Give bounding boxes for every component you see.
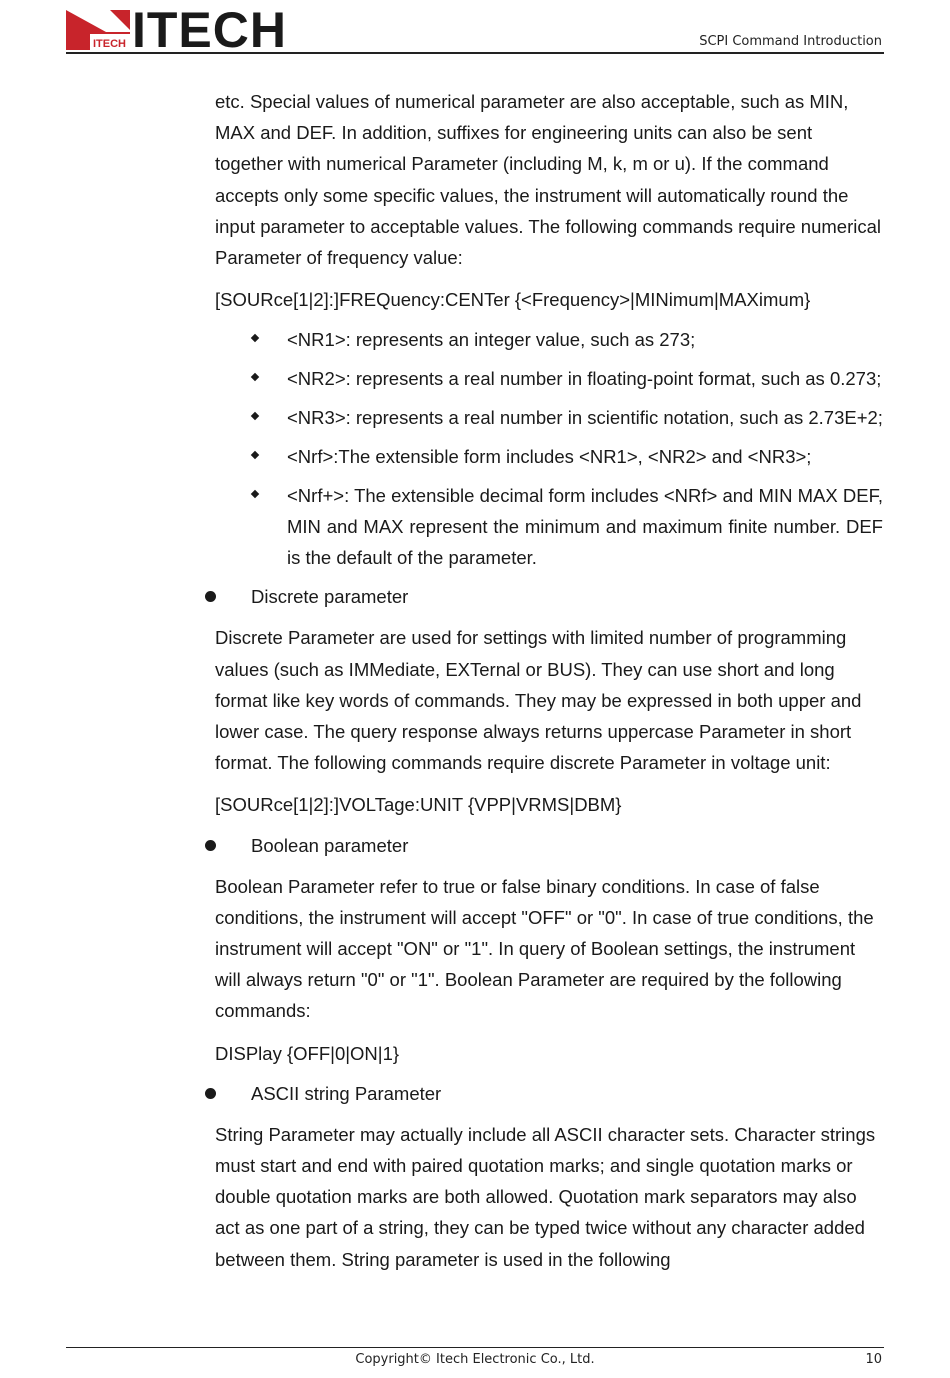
diamond-bullet-icon [251, 373, 259, 381]
diamond-bullet-icon [251, 412, 259, 420]
list-item: <NR2>: represents a real number in floating-point format, such as 0.273; [287, 363, 883, 394]
command-voltage-unit: [SOURce[1|2]:]VOLTage:UNIT {VPP|VRMS|DBM} [215, 794, 622, 816]
list-item: <NR1>: represents an integer value, such as 273; [287, 324, 883, 355]
page-header [66, 2, 884, 58]
svg-text:ITECH: ITECH [93, 38, 126, 50]
footer-divider [66, 1347, 884, 1348]
diamond-bullet-icon [251, 451, 259, 459]
heading-discrete-parameter: Discrete parameter [215, 581, 883, 612]
list-item: <Nrf>:The extensible form includes <NR1>, <NR2> and <NR3>; [287, 441, 883, 472]
list-item: <Nrf+>: The extensible decimal form includes <NRf> and MIN MAX DEF, MIN and MAX represent the minimum and maximum finite number. DEF is the default of the parameter. [287, 480, 883, 573]
heading-boolean-parameter: Boolean parameter [215, 830, 883, 861]
page-number: 10 [865, 1352, 882, 1367]
header-divider [66, 52, 884, 54]
paragraph-discrete: Discrete Parameter are used for settings with limited number of programming values (such as IMMediate, EXTernal or BUS). They can use short and long format like key words of commands. They may be expressed in both upper and lower case. The query response always returns uppercase Parameter in short format. The following commands require discrete Parameter in voltage unit: [215, 627, 862, 774]
round-bullet-icon [205, 591, 216, 602]
command-display: DISPlay {OFF|0|ON|1} [215, 1042, 400, 1064]
round-bullet-icon [205, 1088, 216, 1099]
logo-wordmark: ITECH [132, 2, 287, 58]
list-item: <NR3>: represents a real number in scientific notation, such as 2.73E+2; [287, 402, 883, 433]
heading-ascii-string-parameter: ASCII string Parameter [215, 1078, 883, 1109]
itech-logo [66, 2, 287, 58]
itech-logo-mark [66, 10, 130, 50]
header-section-title: SCPI Command Introduction [699, 34, 882, 49]
numeric-type-list [215, 324, 883, 573]
paragraph-boolean: Boolean Parameter refer to true or false binary conditions. In case of false conditions, the instrument will accept "OFF" or "0". In case of true conditions, the instrument will accept "ON" or "1". In query of Boolean settings, the instrument will always return "0" or "1". Boolean Parameter are required by the following commands: [215, 875, 874, 1022]
paragraph-ascii-string: String Parameter may actually include all ASCII character sets. Character strings must start and end with paired quotation marks; and single quotation marks or double quotation marks are both allowed. Quotation mark separators may also act as one part of a string, they can be typed twice without any character added between them. String parameter is used in the following [215, 1123, 876, 1270]
page-content [215, 86, 883, 1286]
paragraph-numeric-intro: etc. Special values of numerical parameter are also acceptable, such as MIN, MAX and DEF. In addition, suffixes for engineering units can also be sent together with numerical Parameter (including M, k, m or u). If the command accepts only some specific values, the instrument will automatically round the input parameter to acceptable values. The following commands require numerical Parameter of frequency value: [215, 91, 882, 269]
footer-copyright: Copyright© Itech Electronic Co., Ltd. [355, 1352, 595, 1367]
diamond-bullet-icon [251, 334, 259, 342]
round-bullet-icon [205, 840, 216, 851]
command-frequency-center: [SOURce[1|2]:]FREQuency:CENTer {<Frequency>|MINimum|MAXimum} [215, 289, 811, 311]
diamond-bullet-icon [251, 490, 259, 498]
